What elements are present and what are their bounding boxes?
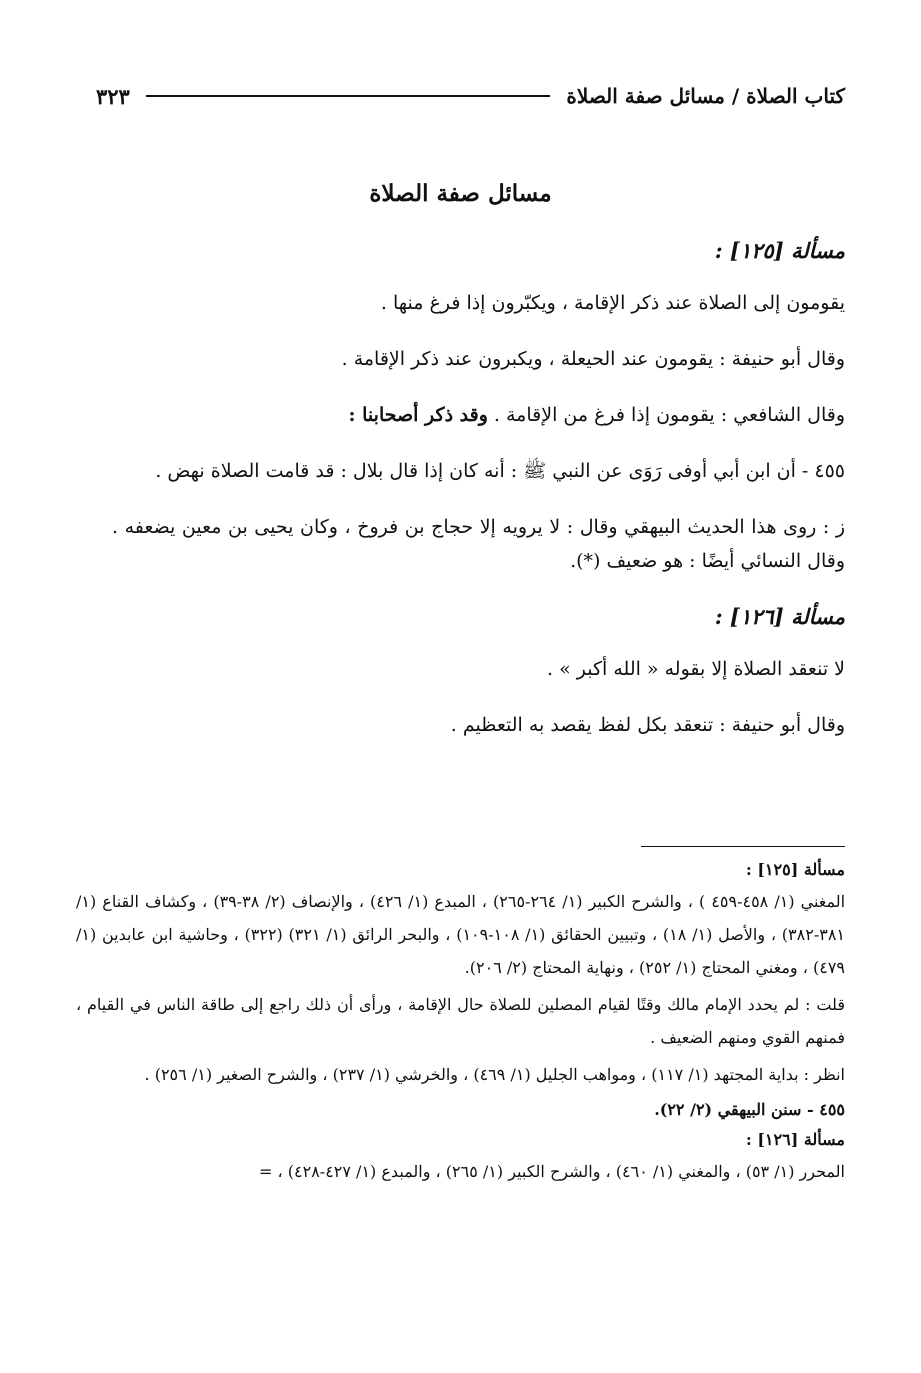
issue-126-statement: لا تنعقد الصلاة إلا بقوله « الله أكبر » . — [547, 658, 845, 680]
footnote-references-126: المحرر (١/ ٥٣) ، والمغني (١/ ٤٦٠) ، والشرح الكبير (١/ ٢٦٥) ، والمبدع (١/ ٤٢٧-٤٢٨) ، = — [259, 1162, 845, 1181]
footnotes — [76, 855, 845, 1188]
hadith-455: ٤٥٥ - أن ابن أبي أوفى رَوَى عن النبي ﷺ : أنه كان إذا قال بلال : قد قامت الصلاة نهض . — [155, 460, 845, 482]
footnote-see-also: انظر : بداية المجتهد (١/ ١١٧) ، ومواهب الجليل (١/ ٤٦٩) ، والخرشي (١/ ٢٣٧) ، والشرح الصغير (١/ ٢٥٦) . — [144, 1065, 845, 1084]
section-title: مسائل صفة الصلاة — [369, 180, 552, 207]
main-text — [112, 234, 845, 764]
header-rule — [146, 95, 551, 97]
running-title: كتاب الصلاة / مسائل صفة الصلاة — [566, 84, 845, 108]
shafii-opinion-text: وقال الشافعي : يقومون إذا فرغ من الإقامة . — [487, 404, 845, 426]
page-number: ٣٢٣ — [96, 83, 130, 109]
abu-hanifa-opinion: وقال أبو حنيفة : يقومون عند الحيعلة ، ويكبرون عند ذكر الإقامة . — [341, 348, 845, 370]
abu-hanifa-opinion-126: وقال أبو حنيفة : تنعقد بكل لفظ يقصد به التعظيم . — [450, 714, 845, 736]
footnote-divider — [641, 846, 845, 847]
companions-mention: وقد ذكر أصحابنا : — [348, 404, 488, 426]
footnote-label-125: مسألة [١٢٥] : — [745, 860, 845, 879]
footnote-references-125: المغني (١/ ٤٥٨-٤٥٩ ) ، والشرح الكبير (١/ ٢٦٤-٢٦٥) ، المبدع (١/ ٤٢٦) ، والإنصاف (٢/ ٣٨-٣٩) ، وكشاف القناع (١/ ٣٨١-٣٨٢) ، والأصل (١/ ١٨) ، وتبيين الحقائق (١/ ١٠٨-١٠٩) ، والبحر الرائق (١/ ٣٢١) (٣٢٢) ، وحاشية ابن عابدين (١/ ٤٧٩) ، ومغني المحتاج (١/ ٢٥٢) ، ونهاية المحتاج (٢/ ٢٠٦). — [76, 892, 846, 977]
shafii-opinion — [112, 398, 845, 432]
footnote-label-126: مسألة [١٢٦] : — [745, 1130, 845, 1149]
issue-126-heading: مسألة [١٢٦] : — [714, 604, 845, 629]
hadith-note: ز : روى هذا الحديث البيهقي وقال : لا يرويه إلا حجاج بن فروخ ، وكان يحيى بن معين يضعفه . وقال النسائي أيضًا : هو ضعيف (*). — [112, 516, 845, 572]
issue-125-statement: يقومون إلى الصلاة عند ذكر الإقامة ، ويكبّرون إذا فرغ منها . — [380, 292, 845, 314]
page-header — [96, 82, 845, 110]
footnote-comment: قلت : لم يحدد الإمام مالك وقتًا لقيام المصلين للصلاة حال الإقامة ، ورأى أن ذلك راجع إلى طاقة الناس في القيام ، فمنهم القوي ومنهم الضعيف . — [76, 995, 845, 1047]
footnote-hadith-ref: ٤٥٥ - سنن البيهقي (٢/ ٢٢). — [654, 1100, 845, 1119]
issue-125-heading: مسألة [١٢٥] : — [714, 238, 845, 263]
